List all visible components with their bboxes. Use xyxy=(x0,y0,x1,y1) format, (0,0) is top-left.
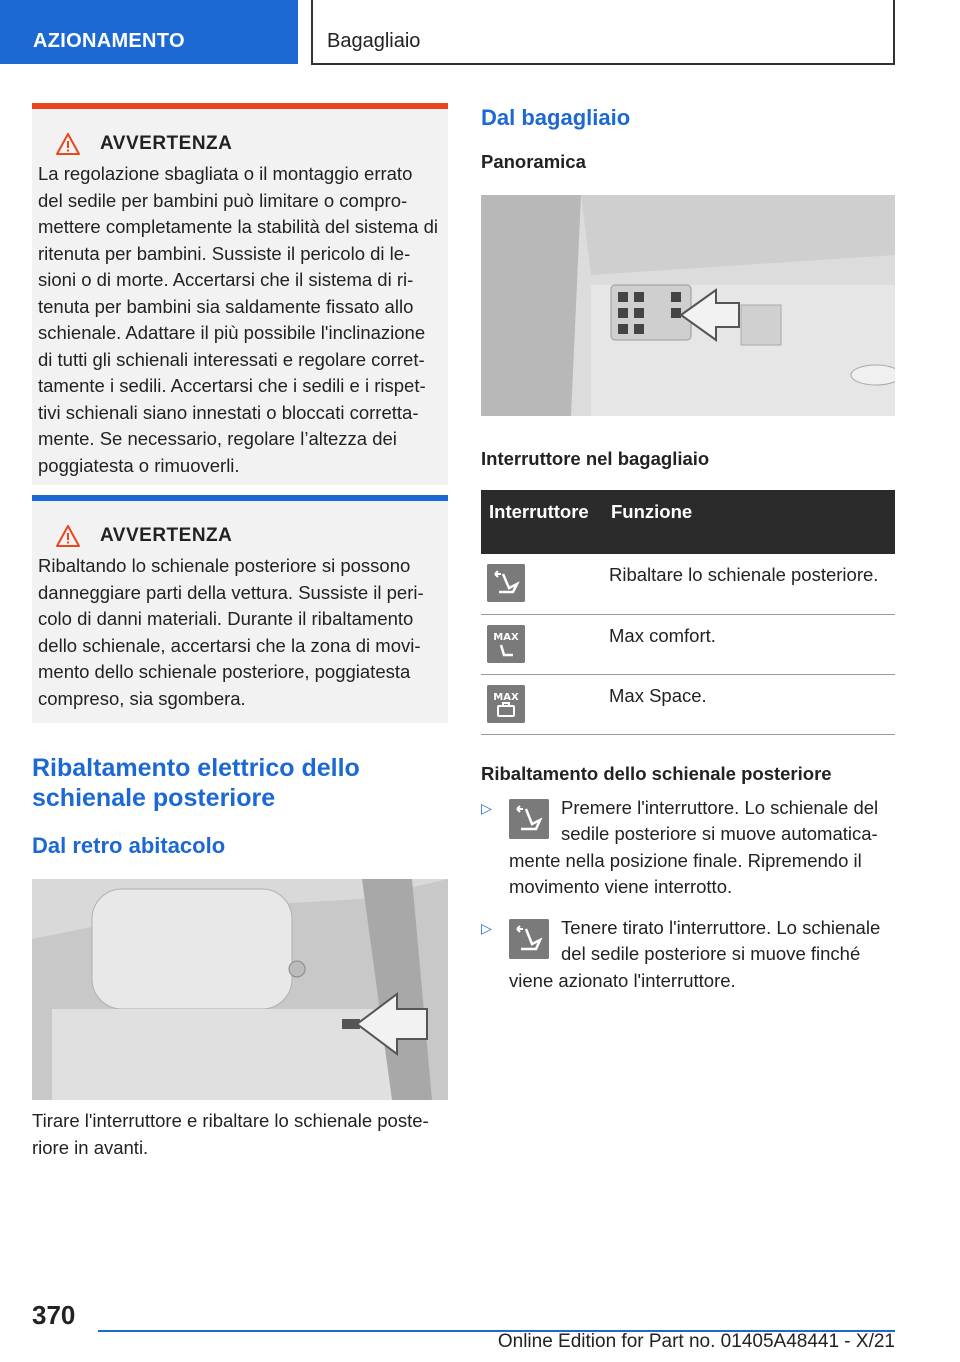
triangle-bullet-icon: ▷ xyxy=(481,919,492,936)
overview-label: Panoramica xyxy=(481,151,586,172)
section-heading: Dal bagagliaio xyxy=(481,105,631,130)
seat-fold-icon xyxy=(509,799,549,839)
table-header-function: Funzione xyxy=(603,490,895,554)
warning-box-2 xyxy=(32,495,448,723)
rear-seat-photo xyxy=(32,879,448,1100)
table-header-row xyxy=(481,490,895,554)
svg-text:MAX: MAX xyxy=(493,691,519,703)
table-header-switch: Interruttore xyxy=(481,490,603,554)
table-row xyxy=(481,614,895,674)
subsection-heading: Dal retro abitacolo xyxy=(32,833,226,858)
warning-title: AVVERTENZA xyxy=(100,133,233,154)
list-item xyxy=(481,915,895,995)
warning-title: AVVERTENZA xyxy=(100,525,233,546)
luggage-compartment-photo xyxy=(481,195,895,416)
seat-fold-icon xyxy=(487,564,525,602)
warning-header xyxy=(56,525,438,547)
warning-triangle-icon xyxy=(56,133,80,155)
photo-caption: Tirare l'interruttore e ribaltare lo schienale posteriore in avanti. xyxy=(32,1110,429,1158)
max-comfort-icon xyxy=(487,625,525,663)
warning-triangle-icon xyxy=(56,525,80,547)
switch-title: Interruttore nel bagagliaio xyxy=(481,448,710,469)
luggage-compartment-illustration xyxy=(481,195,895,416)
step-text: Tenere tirato l'interruttore. Lo schienale del sedile posteriore si muove finché viene azionato l'interruttore. xyxy=(509,916,881,991)
table-row xyxy=(481,554,895,614)
warning-box-1 xyxy=(32,103,448,485)
rear-seat-illustration xyxy=(32,879,448,1100)
triangle-bullet-icon: ▷ xyxy=(481,799,492,816)
table-row xyxy=(481,674,895,734)
left-column xyxy=(32,103,448,1161)
warning-header xyxy=(56,133,438,155)
switch-table xyxy=(481,490,895,735)
section-title: Bagagliaio xyxy=(311,0,895,65)
seat-fold-icon xyxy=(509,919,549,959)
step-text: Premere l'interruttore. Lo schienale del sedile posteriore si muove automaticamente nella posizione finale. Ripremendo il movimento viene interrotto. xyxy=(509,796,879,897)
function-label: Max comfort. xyxy=(603,614,895,674)
right-column xyxy=(481,103,895,994)
edition-text: Online Edition for Part no. 01405A48441 - X/21 xyxy=(497,1331,895,1352)
page-number: 370 xyxy=(32,1300,76,1330)
chapter-tab: AZIONAMENTO xyxy=(0,0,298,64)
svg-text:MAX: MAX xyxy=(493,631,519,643)
warning-text: La regolazione sbagliata o il montaggio errato del sedile per bambini può limitare o compromettere completamente la stabilità del sistema di ritenuta per bambini. Sussiste il pericolo di lesioni o di morte. Accertarsi che il sistema di ritenuta per bambini sia saldamente fissato allo schienale. Adattare il più possibile l'inclinazione di tutti gli schienali interessati e regolare correttamente i sedili. Accertarsi che i sedili e i rispettivi schienali siano innestati o bloccati correttamente. Se necessario, regolare l’altezza dei poggiatesta o rimuoverli. xyxy=(38,163,438,476)
list-item xyxy=(481,795,895,901)
warning-text: Ribaltando lo schienale posteriore si possono danneggiare parti della vettura. Sussiste il pericolo di danni materiali. Durante il ribaltamento dello schienale, accertarsi che la zona di movimento dello schienale posteriore, poggiatesta compreso, sia sgombera. xyxy=(38,555,424,709)
procedure-title: Ribaltamento dello schienale posteriore xyxy=(481,762,832,784)
function-label: Ribaltare lo schienale posteriore. xyxy=(603,554,895,614)
function-label: Max Space. xyxy=(603,674,895,734)
section-heading: Ribaltamento elettrico dello schienale posteriore xyxy=(32,754,360,812)
max-space-icon xyxy=(487,685,525,723)
